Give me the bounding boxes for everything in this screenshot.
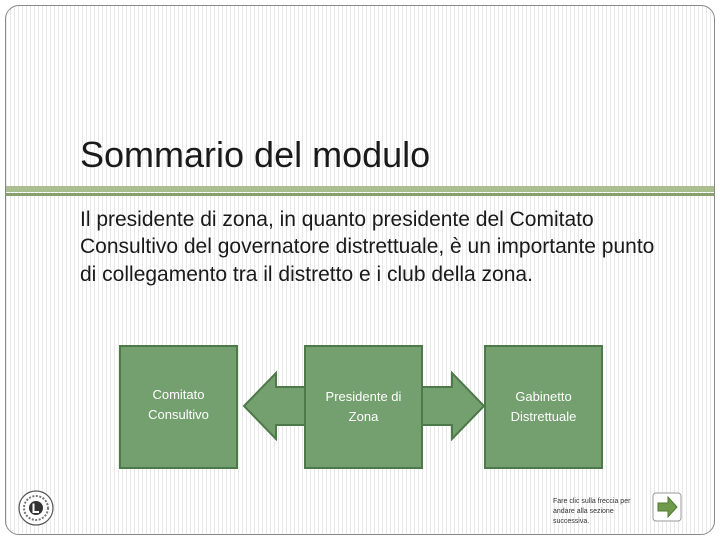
advisory-committee-box xyxy=(119,345,238,469)
district-cabinet-label-line1: Gabinetto xyxy=(515,388,572,404)
next-arrow-icon[interactable] xyxy=(652,492,682,522)
slide xyxy=(5,5,715,535)
body-paragraph: Il presidente di zona, in quanto presidente del Comitato Consultivo del governatore distrettuale, è un importante punto di collegamento tra il distretto e i club della zona. xyxy=(80,208,655,286)
zone-chairperson-label-line1: Presidente di xyxy=(325,388,402,404)
advisory-committee-label-line2: Consultivo xyxy=(148,407,209,423)
district-cabinet-box xyxy=(484,345,603,469)
advisory-committee-label-line1: Comitato xyxy=(152,387,205,402)
title-divider xyxy=(6,186,714,192)
page-title: Sommario del modulo xyxy=(80,134,431,175)
zone-chairperson-box xyxy=(304,345,423,469)
district-cabinet-label-line2: Distrettuale xyxy=(510,409,577,424)
title-divider-shadow xyxy=(6,193,714,196)
lions-club-logo-icon xyxy=(18,490,54,526)
next-hint-text: Fare clic sulla freccia per andare alla sezione successiva. xyxy=(553,498,631,526)
zone-chairperson-label-line2: Zona xyxy=(348,409,379,424)
